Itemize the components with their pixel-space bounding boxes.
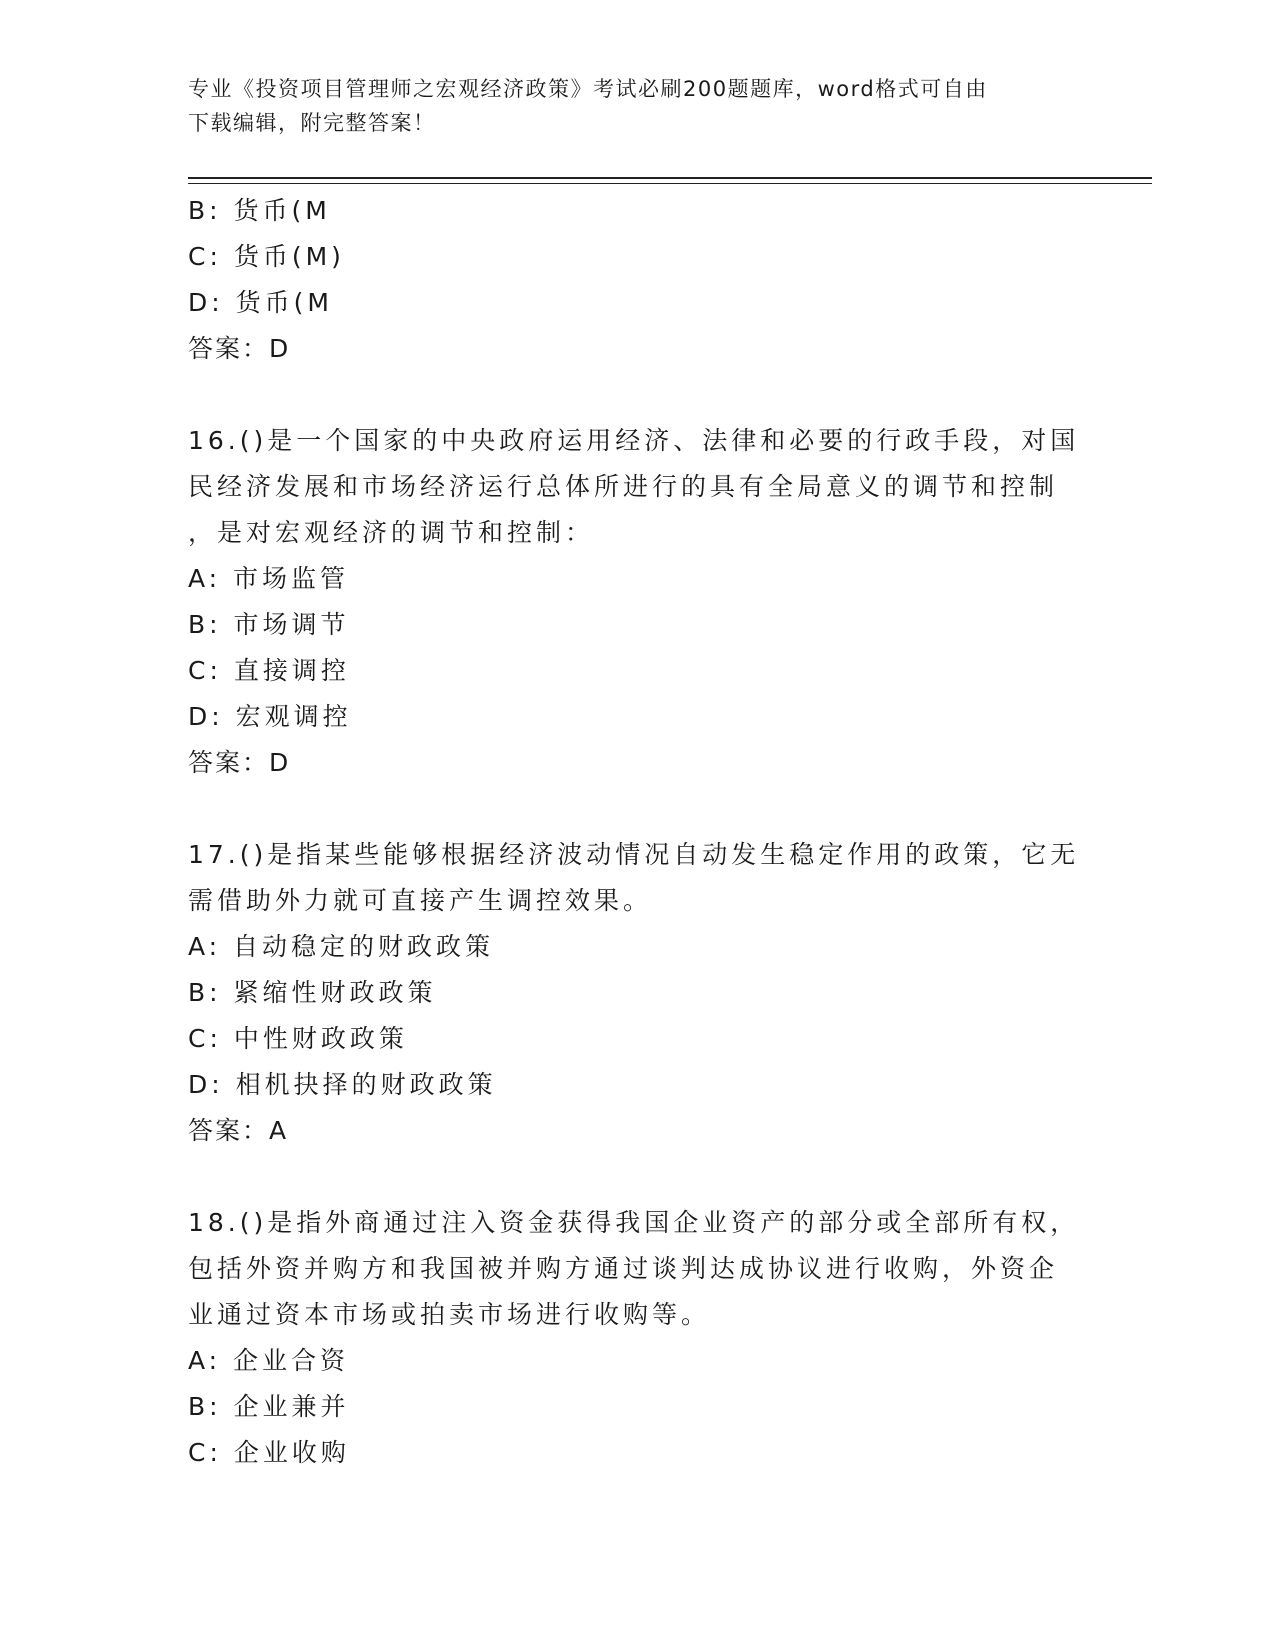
header-divider-thick: [188, 177, 1152, 179]
option-b: B: 市场调节: [188, 610, 350, 639]
question-text-line: ，是对宏观经济的调节和控制：: [188, 518, 595, 547]
question-18: [188, 1200, 1088, 1476]
question-text-line: 16.()是一个国家的中央政府运用经济、法律和必要的行政手段，对国: [188, 426, 1080, 455]
question-text-line: 包括外资并购方和我国被并购方通过谈判达成协议进行收购，外资企: [188, 1254, 1059, 1283]
header-line-1: 专业《投资项目管理师之宏观经济政策》考试必刷200题题库，word格式可自由: [188, 77, 988, 101]
option-d: D: 货币(M: [188, 288, 333, 317]
option-b: B: 企业兼并: [188, 1392, 350, 1421]
question-17: [188, 832, 1088, 1154]
option-b: B: 货币(M: [188, 196, 331, 225]
option-c: C: 中性财政政策: [188, 1024, 408, 1053]
header-divider-thin: [188, 183, 1152, 184]
option-c: C: 企业收购: [188, 1438, 350, 1467]
header-line-2: 下载编辑，附完整答案！: [188, 111, 436, 135]
option-d: D: 相机抉择的财政政策: [188, 1070, 497, 1099]
question-text-line: 民经济发展和市场经济运行总体所进行的具有全局意义的调节和控制: [188, 472, 1059, 501]
question-content: [188, 188, 1088, 1476]
question-text-line: 业通过资本市场或拍卖市场进行收购等。: [188, 1300, 711, 1329]
question-16: [188, 418, 1088, 786]
document-header: [188, 72, 1068, 140]
option-b: B: 紧缩性财政政策: [188, 978, 437, 1007]
question-text-line: 需借助外力就可直接产生调控效果。: [188, 886, 653, 915]
question-text-line: 17.()是指某些能够根据经济波动情况自动发生稳定作用的政策，它无: [188, 840, 1080, 869]
question-15-tail: [188, 188, 1088, 372]
option-c: C: 直接调控: [188, 656, 350, 685]
answer-line: 答案：A: [188, 1116, 289, 1145]
answer-line: 答案：D: [188, 334, 291, 363]
option-a: A: 市场监管: [188, 564, 350, 593]
answer-line: 答案：D: [188, 748, 291, 777]
option-a: A: 自动稳定的财政政策: [188, 932, 495, 961]
option-c: C: 货币(M): [188, 242, 345, 271]
question-text-line: 18.()是指外商通过注入资金获得我国企业资产的部分或全部所有权，: [188, 1208, 1080, 1237]
option-d: D: 宏观调控: [188, 702, 352, 731]
option-a: A: 企业合资: [188, 1346, 350, 1375]
